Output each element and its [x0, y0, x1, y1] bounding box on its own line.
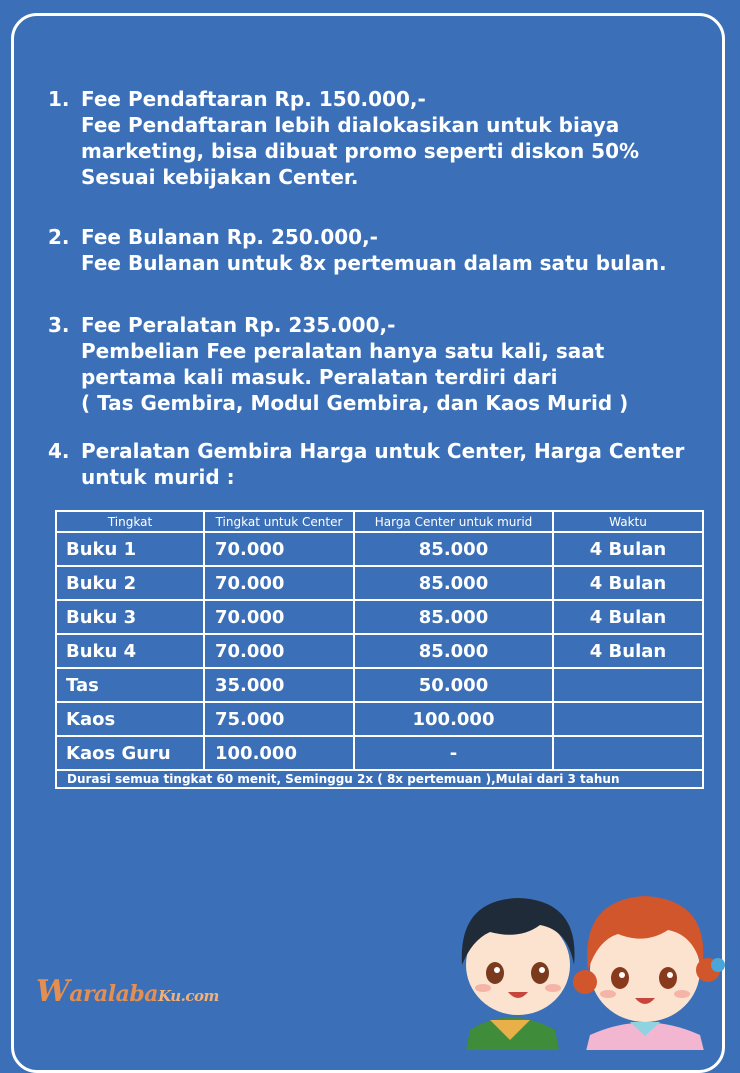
- cell-student-price: 85.000: [354, 600, 553, 634]
- cell-center-price: 70.000: [204, 532, 354, 566]
- fee-number: 4.: [48, 439, 70, 463]
- cell-duration: 4 Bulan: [553, 634, 703, 668]
- cell-center-price: 70.000: [204, 566, 354, 600]
- table-footnote: Durasi semua tingkat 60 menit, Seminggu 2x ( 8x pertemuan ),Mulai dari 3 tahun: [56, 770, 703, 788]
- girl-character: [573, 896, 725, 1050]
- cell-duration: 4 Bulan: [553, 532, 703, 566]
- table-header-row: [56, 511, 703, 532]
- cell-duration: [553, 668, 703, 702]
- fee-number: 1.: [48, 87, 70, 111]
- cell-level: Buku 1: [56, 532, 204, 566]
- cell-level: Kaos Guru: [56, 736, 204, 770]
- table-row: [56, 702, 703, 736]
- boy-character: [462, 898, 575, 1050]
- table-row: [56, 566, 703, 600]
- cell-level: Buku 3: [56, 600, 204, 634]
- table-row: [56, 634, 703, 668]
- cell-level: Buku 4: [56, 634, 204, 668]
- fee-title: Fee Bulanan Rp. 250.000,-: [81, 225, 378, 249]
- fee-title: Peralatan Gembira Harga untuk Center, Harga Center: [81, 439, 685, 463]
- fee-desc-line: ( Tas Gembira, Modul Gembira, dan Kaos Murid ): [81, 391, 629, 415]
- cell-student-price: 85.000: [354, 532, 553, 566]
- cell-duration: 4 Bulan: [553, 600, 703, 634]
- cell-level: Kaos: [56, 702, 204, 736]
- fee-item-monthly: [48, 224, 667, 276]
- waralabaku-logo: [36, 974, 219, 1009]
- cell-student-price: 85.000: [354, 566, 553, 600]
- header-duration: Waktu: [553, 511, 703, 532]
- cell-center-price: 75.000: [204, 702, 354, 736]
- cell-duration: 4 Bulan: [553, 566, 703, 600]
- cell-level: Tas: [56, 668, 204, 702]
- fee-desc-line: Fee Bulanan untuk 8x pertemuan dalam satu bulan.: [81, 251, 667, 275]
- fee-desc-line: marketing, bisa dibuat promo seperti diskon 50%: [81, 139, 640, 163]
- header-center-price: Tingkat untuk Center: [204, 511, 354, 532]
- table-row: [56, 600, 703, 634]
- cell-student-price: -: [354, 736, 553, 770]
- cell-center-price: 100.000: [204, 736, 354, 770]
- fee-desc-line: Sesuai kebijakan Center.: [81, 165, 359, 189]
- cell-student-price: 100.000: [354, 702, 553, 736]
- fee-desc-line: untuk murid :: [81, 465, 235, 489]
- fee-item-equipment: [48, 312, 628, 416]
- header-level: Tingkat: [56, 511, 204, 532]
- logo-main: aralaba: [69, 981, 159, 1007]
- cell-center-price: 70.000: [204, 600, 354, 634]
- fee-desc-line: Pembelian Fee peralatan hanya satu kali, saat: [81, 339, 605, 363]
- fee-item-registration: [48, 86, 639, 190]
- fee-title: Fee Peralatan Rp. 235.000,-: [81, 313, 396, 337]
- cell-center-price: 70.000: [204, 634, 354, 668]
- cartoon-kids-illustration: [440, 870, 740, 1050]
- cell-student-price: 85.000: [354, 634, 553, 668]
- cell-level: Buku 2: [56, 566, 204, 600]
- logo-initial: W: [36, 974, 70, 1009]
- table-row: [56, 532, 703, 566]
- fee-desc-line: pertama kali masuk. Peralatan terdiri dari: [81, 365, 558, 389]
- logo-suffix: Ku.com: [158, 987, 219, 1005]
- table-row: [56, 668, 703, 702]
- table-row: [56, 736, 703, 770]
- cell-duration: [553, 736, 703, 770]
- fee-number: 3.: [48, 313, 70, 337]
- cell-center-price: 35.000: [204, 668, 354, 702]
- cell-duration: [553, 702, 703, 736]
- fee-desc-line: Fee Pendaftaran lebih dialokasikan untuk biaya: [81, 113, 620, 137]
- fee-item-equipment-prices: [48, 438, 684, 490]
- header-student-price: Harga Center untuk murid: [354, 511, 553, 532]
- price-table: [55, 510, 704, 789]
- fee-number: 2.: [48, 225, 70, 249]
- table-footnote-row: [56, 770, 703, 788]
- fee-title: Fee Pendaftaran Rp. 150.000,-: [81, 87, 426, 111]
- cell-student-price: 50.000: [354, 668, 553, 702]
